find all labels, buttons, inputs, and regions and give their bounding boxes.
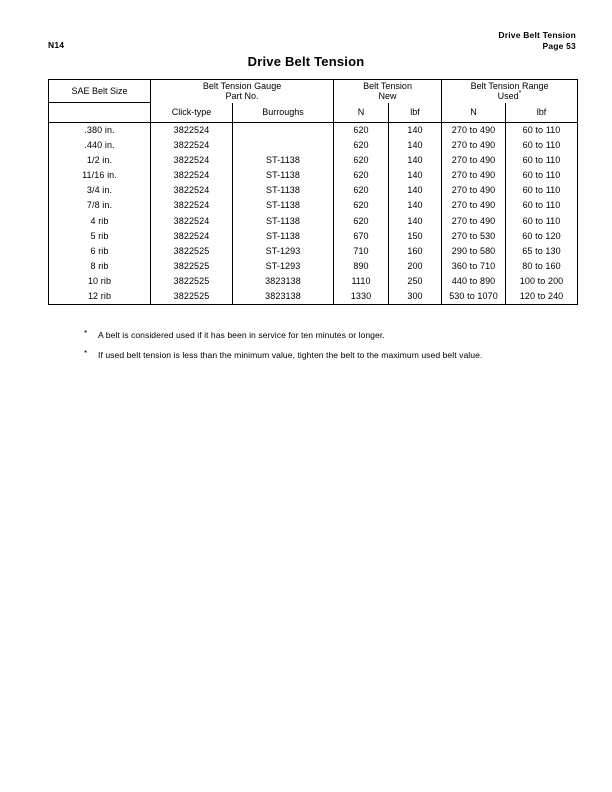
col-group-belt-tension-range-used <box>442 80 578 103</box>
cell-new-lbf: 160 <box>389 244 442 259</box>
cell-new-n: 620 <box>334 153 389 168</box>
cell-used-n: 270 to 490 <box>442 168 506 183</box>
cell-sae-belt-size: .440 in. <box>84 140 115 151</box>
cell-sae-belt-size: 3/4 in. <box>86 185 113 196</box>
sub-header-new-lbf: lbf <box>389 103 442 123</box>
cell-click-type: 3822524 <box>151 138 233 153</box>
cell-used-lbf: 60 to 120 <box>506 229 578 244</box>
belt-tension-table-wrapper <box>48 79 577 305</box>
table-row <box>49 259 578 274</box>
cell-burroughs: 3823138 <box>233 274 334 289</box>
cell-new-lbf: 140 <box>389 183 442 198</box>
footnote-marker: * <box>84 329 88 338</box>
cell-used-n: 440 to 890 <box>442 274 506 289</box>
cell-new-lbf: 140 <box>389 198 442 213</box>
sub-header-used-n: N <box>442 103 506 123</box>
footnote-text: If used belt tension is less than the minimum value, tighten the belt to the maximum used belt value. <box>98 350 483 360</box>
cell-new-n: 1110 <box>334 274 389 289</box>
cell-click-type: 3822525 <box>151 289 233 305</box>
cell-sae-belt-size: .380 in. <box>84 125 115 135</box>
cell-sae-belt-size: 7/8 in. <box>86 200 113 211</box>
footnote-marker: * <box>84 349 88 358</box>
table-row <box>49 244 578 259</box>
cell-sae-belt-size: 10 rib <box>87 275 112 286</box>
table-row <box>49 123 578 139</box>
cell-used-lbf: 80 to 160 <box>506 259 578 274</box>
cell-burroughs: ST-1138 <box>233 198 334 213</box>
cell-click-type: 3822524 <box>151 229 233 244</box>
cell-click-type: 3822524 <box>151 168 233 183</box>
cell-used-n: 270 to 490 <box>442 153 506 168</box>
cell-new-n: 710 <box>334 244 389 259</box>
cell-used-n: 270 to 490 <box>442 123 506 139</box>
cell-new-lbf: 200 <box>389 259 442 274</box>
header-page-number: Page 53 <box>542 40 576 51</box>
cell-burroughs: ST-1138 <box>233 183 334 198</box>
cell-used-n: 270 to 490 <box>442 138 506 153</box>
cell-new-lbf: 140 <box>389 123 442 139</box>
cell-new-lbf: 250 <box>389 274 442 289</box>
table-row <box>49 229 578 244</box>
cell-used-lbf: 60 to 110 <box>506 153 578 168</box>
cell-sae-belt-size: 8 rib <box>90 260 109 271</box>
cell-click-type: 3822524 <box>151 153 233 168</box>
cell-burroughs <box>233 138 334 153</box>
cell-sae-belt-size: 1/2 in. <box>86 155 113 166</box>
cell-new-lbf: 140 <box>389 153 442 168</box>
cell-sae-belt-size: 4 rib <box>90 215 109 226</box>
cell-new-n: 620 <box>334 123 389 139</box>
cell-used-lbf: 60 to 110 <box>506 123 578 139</box>
cell-burroughs: 3823138 <box>233 289 334 305</box>
cell-click-type: 3822524 <box>151 123 233 139</box>
footnotes <box>84 329 584 369</box>
cell-burroughs: ST-1293 <box>233 244 334 259</box>
cell-burroughs: ST-1138 <box>233 229 334 244</box>
table-row <box>49 153 578 168</box>
sub-header-new-n: N <box>334 103 389 123</box>
cell-new-n: 620 <box>334 183 389 198</box>
cell-new-lbf: 140 <box>389 138 442 153</box>
gauge-header-line2: Part No. <box>225 91 259 102</box>
belt-tension-table <box>48 79 578 305</box>
cell-used-n: 270 to 490 <box>442 183 506 198</box>
sub-header-click-type: Click-type <box>151 103 233 123</box>
cell-new-lbf: 150 <box>389 229 442 244</box>
col-group-sae-belt-size: SAE Belt Size <box>49 80 151 103</box>
cell-used-n: 270 to 490 <box>442 214 506 229</box>
cell-used-n: 530 to 1070 <box>442 289 506 305</box>
cell-new-n: 620 <box>334 138 389 153</box>
table-sub-header-row <box>49 103 578 123</box>
table-row <box>49 183 578 198</box>
cell-new-lbf: 140 <box>389 168 442 183</box>
used-header-line2: Used <box>497 91 519 102</box>
table-body <box>49 123 578 305</box>
col-group-belt-tension-gauge <box>151 80 334 103</box>
sub-header-sae-blank <box>49 103 151 123</box>
col-group-belt-tension-new <box>334 80 442 103</box>
cell-new-lbf: 300 <box>389 289 442 305</box>
used-header-line1: Belt Tension Range <box>470 80 549 91</box>
cell-sae-belt-size: 5 rib <box>90 230 109 241</box>
footnote <box>84 329 584 341</box>
cell-used-lbf: 60 to 110 <box>506 183 578 198</box>
footnote <box>84 349 584 361</box>
cell-used-lbf: 60 to 110 <box>506 138 578 153</box>
cell-new-n: 620 <box>334 214 389 229</box>
cell-burroughs: ST-1293 <box>233 259 334 274</box>
cell-click-type: 3822525 <box>151 244 233 259</box>
gauge-header-line1: Belt Tension Gauge <box>202 80 282 91</box>
cell-used-lbf: 60 to 110 <box>506 214 578 229</box>
cell-sae-belt-size: 12 rib <box>87 291 112 302</box>
table-row <box>49 198 578 213</box>
new-header-line2: New <box>378 91 397 102</box>
header-document-title: Drive Belt Tension <box>498 30 576 40</box>
cell-sae-belt-size: 6 rib <box>90 245 109 256</box>
cell-used-lbf: 120 to 240 <box>506 289 578 305</box>
table-group-header-row <box>49 80 578 103</box>
cell-burroughs: ST-1138 <box>233 214 334 229</box>
table-header <box>49 80 578 123</box>
page-title: Drive Belt Tension <box>247 54 365 69</box>
footnote-text: A belt is considered used if it has been in service for ten minutes or longer. <box>98 330 385 340</box>
table-row <box>49 274 578 289</box>
header-section-code: N14 <box>48 40 65 50</box>
cell-used-lbf: 65 to 130 <box>506 244 578 259</box>
sub-header-used-lbf: lbf <box>506 103 578 123</box>
cell-used-n: 270 to 530 <box>442 229 506 244</box>
cell-click-type: 3822524 <box>151 198 233 213</box>
cell-click-type: 3822525 <box>151 274 233 289</box>
cell-used-n: 360 to 710 <box>442 259 506 274</box>
cell-used-lbf: 60 to 110 <box>506 198 578 213</box>
new-header-line1: Belt Tension <box>363 80 412 91</box>
cell-used-n: 290 to 580 <box>442 244 506 259</box>
cell-used-n: 270 to 490 <box>442 198 506 213</box>
cell-new-lbf: 140 <box>389 214 442 229</box>
table-row <box>49 214 578 229</box>
cell-new-n: 620 <box>334 198 389 213</box>
cell-click-type: 3822524 <box>151 183 233 198</box>
cell-new-n: 670 <box>334 229 389 244</box>
table-row <box>49 168 578 183</box>
cell-sae-belt-size: 11/16 in. <box>82 170 117 181</box>
cell-click-type: 3822525 <box>151 259 233 274</box>
cell-new-n: 1330 <box>334 289 389 305</box>
cell-new-n: 890 <box>334 259 389 274</box>
cell-burroughs: ST-1138 <box>233 168 334 183</box>
cell-burroughs: ST-1138 <box>233 153 334 168</box>
cell-burroughs <box>233 123 334 139</box>
cell-new-n: 620 <box>334 168 389 183</box>
table-row <box>49 289 578 305</box>
sub-header-burroughs: Burroughs <box>233 103 334 123</box>
table-row <box>49 138 578 153</box>
cell-used-lbf: 60 to 110 <box>506 168 578 183</box>
header-title-block <box>498 30 576 51</box>
cell-used-lbf: 100 to 200 <box>506 274 578 289</box>
used-footnote-marker: * <box>518 90 522 98</box>
cell-click-type: 3822524 <box>151 214 233 229</box>
